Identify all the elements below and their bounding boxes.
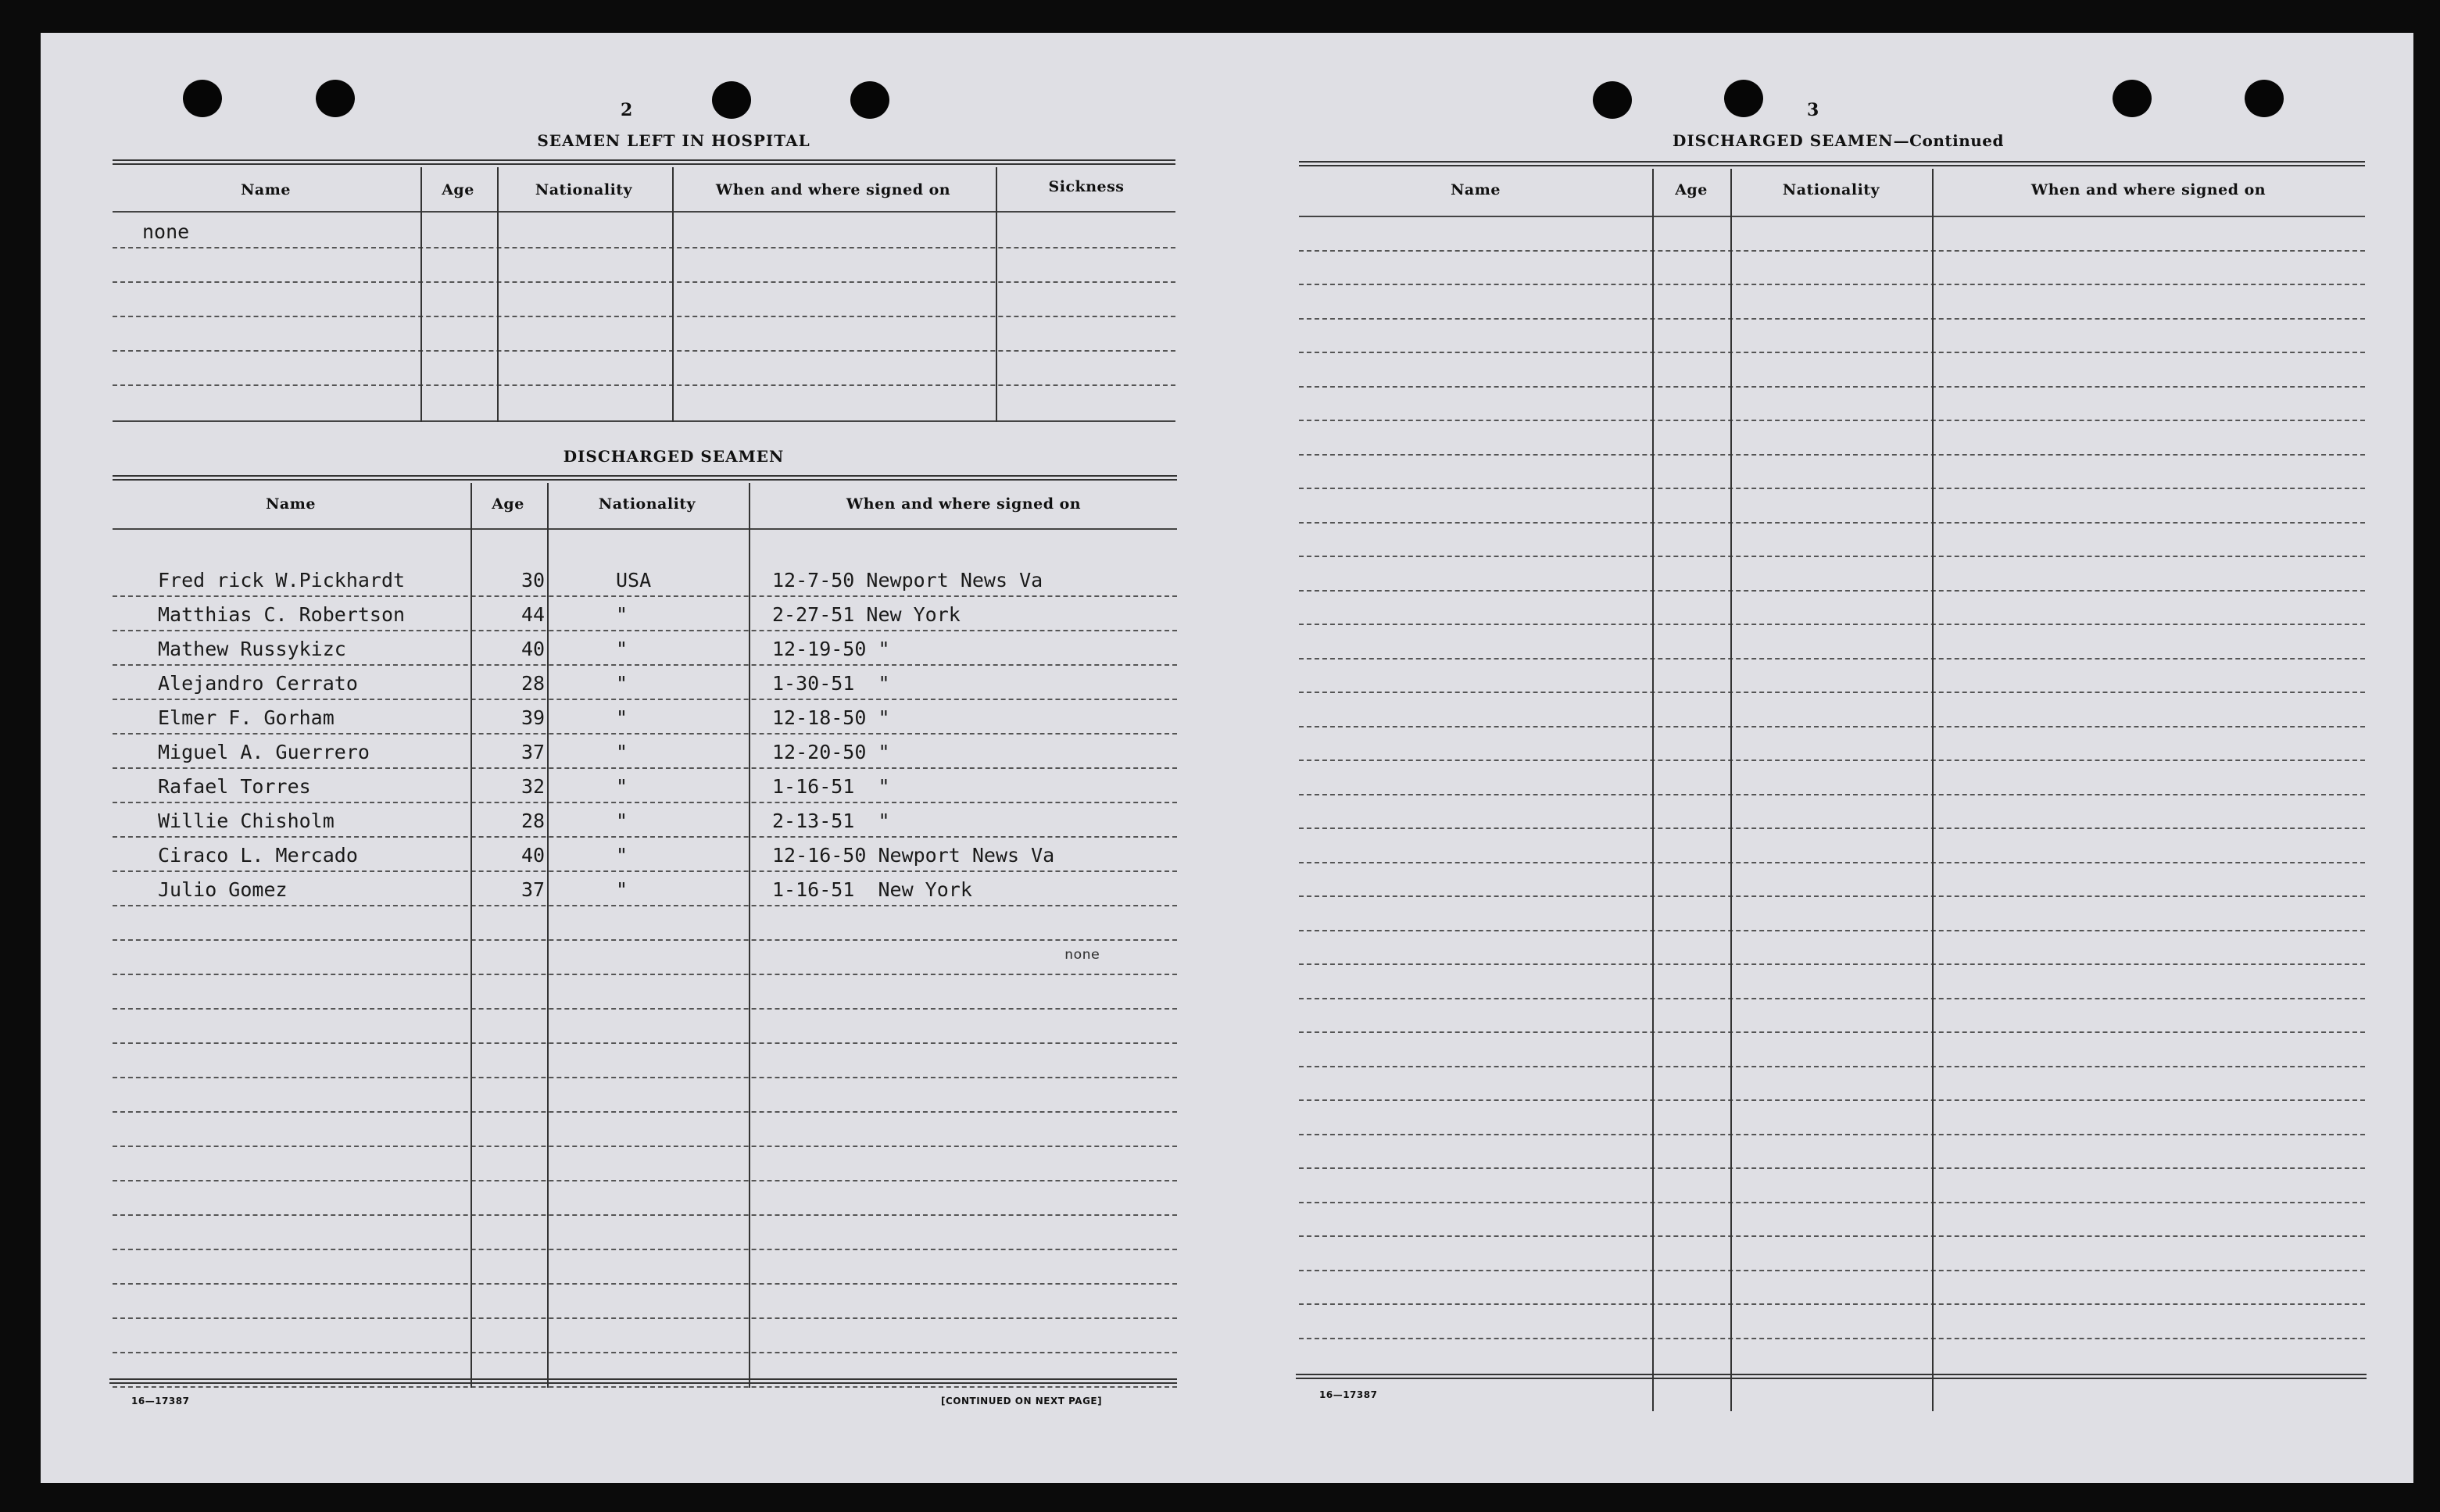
row-line: [113, 595, 1177, 597]
row-line: [113, 802, 1177, 803]
row-line: [1299, 1066, 2365, 1067]
row-line: [1299, 590, 2365, 592]
table-bottom-rule: [1296, 1374, 2367, 1379]
cell-age: 30: [521, 569, 546, 592]
faint-stamp: none: [1064, 947, 1100, 963]
punch-hole: [183, 80, 222, 117]
column-rule: [1932, 169, 1934, 1411]
column-header-age: Age: [1675, 181, 1708, 198]
row-line: [113, 384, 1175, 386]
row-line: [1299, 726, 2365, 727]
row-line: [113, 630, 1177, 631]
cell-name: Miguel A. Guerrero: [158, 741, 370, 763]
column-header-signed-on: When and where signed on: [715, 181, 951, 198]
header-rule: [113, 211, 1175, 213]
column-header-signed-on: When and where signed on: [846, 495, 1082, 513]
cell-nationality: USA: [616, 569, 652, 592]
row-line: [113, 1214, 1177, 1216]
cell-signed-on: 12-18-50 ": [772, 706, 890, 729]
cell-name: Matthias C. Robertson: [158, 603, 406, 626]
column-header-name: Name: [266, 495, 316, 513]
row-line: [113, 1042, 1177, 1044]
cell-name: Ciraco L. Mercado: [158, 844, 358, 867]
punch-hole: [712, 81, 751, 119]
row-line: [113, 974, 1177, 975]
column-header-name: Name: [241, 181, 291, 198]
hospital-section-title: SEAMEN LEFT IN HOSPITAL: [537, 131, 810, 150]
cell-nationality: ": [616, 672, 628, 695]
column-header-age: Age: [442, 181, 474, 198]
column-rule: [996, 167, 997, 422]
cell-nationality: ": [616, 775, 628, 798]
row-line: [1299, 556, 2365, 557]
row-line: [113, 420, 1175, 422]
cell-age: 37: [521, 741, 546, 763]
row-line: [1299, 1235, 2365, 1237]
row-line: [1299, 454, 2365, 456]
page-number: 3: [1807, 100, 1819, 120]
cell-name: Rafael Torres: [158, 775, 311, 798]
row-line: [113, 1317, 1177, 1319]
row-line: [1299, 827, 2365, 829]
row-line: [1299, 488, 2365, 489]
row-line: [113, 733, 1177, 735]
column-header-nationality: Nationality: [598, 495, 696, 513]
row-line: [1299, 624, 2365, 625]
column-rule: [470, 483, 472, 1388]
row-line: [113, 939, 1177, 941]
column-rule: [1652, 169, 1654, 1411]
cell-signed-on: 12-16-50 Newport News Va: [772, 844, 1055, 867]
row-line: [113, 836, 1177, 838]
cell-name: Fred rick W.Pickhardt: [158, 569, 406, 592]
cell-nationality: ": [616, 810, 628, 832]
row-line: [113, 1180, 1177, 1181]
cell-age: 37: [521, 878, 546, 901]
header-rule: [113, 528, 1177, 530]
continued-section-title: [1299, 131, 2377, 150]
continued-title-main: DISCHARGED SEAMEN: [1672, 131, 1894, 150]
row-line: [1299, 1031, 2365, 1033]
cell-age: 32: [521, 775, 546, 798]
row-line: [1299, 522, 2365, 524]
column-header-nationality: Nationality: [1782, 181, 1880, 198]
cell-signed-on: 1-30-51 ": [772, 672, 890, 695]
punch-hole: [1724, 80, 1763, 117]
column-rule: [497, 167, 499, 422]
continued-note: [CONTINUED ON NEXT PAGE]: [941, 1396, 1103, 1407]
hospital-entry: none: [142, 220, 190, 243]
header-rule: [1299, 216, 2365, 217]
column-header-nationality: Nationality: [535, 181, 633, 198]
row-line: [1299, 284, 2365, 285]
cell-signed-on: 12-20-50 ": [772, 741, 890, 763]
form-number: 16—17387: [1319, 1389, 1378, 1400]
cell-age: 40: [521, 638, 546, 660]
row-line: [1299, 250, 2365, 252]
row-line: [113, 316, 1175, 317]
row-line: [113, 699, 1177, 700]
row-line: [1299, 895, 2365, 897]
row-line: [113, 247, 1175, 248]
cell-nationality: ": [616, 844, 628, 867]
row-line: [1299, 760, 2365, 761]
row-line: [1299, 692, 2365, 693]
column-rule: [547, 483, 549, 1388]
continued-title-suffix: —Continued: [1893, 131, 2005, 150]
row-line: [1299, 658, 2365, 659]
cell-name: Mathew Russykizc: [158, 638, 346, 660]
row-line: [1299, 1202, 2365, 1203]
table-top-rule: [1299, 161, 2365, 166]
row-line: [113, 905, 1177, 906]
cell-name: Julio Gomez: [158, 878, 288, 901]
row-line: [1299, 1270, 2365, 1271]
row-line: [113, 1386, 1177, 1388]
punch-hole: [2245, 80, 2284, 117]
row-line: [1299, 352, 2365, 353]
punch-hole: [1593, 81, 1632, 119]
column-rule: [672, 167, 674, 422]
row-line: [113, 1077, 1177, 1078]
row-line: [113, 664, 1177, 666]
row-line: [113, 1283, 1177, 1285]
row-line: [1299, 1338, 2365, 1339]
cell-signed-on: 1-16-51 New York: [772, 878, 972, 901]
cell-signed-on: 12-7-50 Newport News Va: [772, 569, 1043, 592]
cell-age: 28: [521, 672, 546, 695]
row-line: [1299, 1167, 2365, 1169]
column-rule: [1730, 169, 1732, 1411]
row-line: [1299, 1134, 2365, 1135]
cell-name: Elmer F. Gorham: [158, 706, 335, 729]
row-line: [113, 1352, 1177, 1353]
form-number: 16—17387: [131, 1396, 190, 1407]
cell-age: 39: [521, 706, 546, 729]
punch-hole: [316, 80, 355, 117]
cell-nationality: ": [616, 706, 628, 729]
cell-age: 40: [521, 844, 546, 867]
table-top-rule: [113, 475, 1177, 481]
cell-signed-on: 1-16-51 ": [772, 775, 890, 798]
row-line: [1299, 318, 2365, 320]
row-line: [1299, 963, 2365, 965]
row-line: [1299, 420, 2365, 421]
row-line: [1299, 930, 2365, 931]
cell-age: 44: [521, 603, 546, 626]
column-header-sickness: Sickness: [1048, 178, 1125, 195]
cell-signed-on: 2-27-51 New York: [772, 603, 961, 626]
discharged-section-title: DISCHARGED SEAMEN: [563, 447, 785, 466]
row-line: [113, 1146, 1177, 1147]
row-line: [1299, 386, 2365, 388]
page-number: 2: [621, 100, 633, 120]
cell-name: Alejandro Cerrato: [158, 672, 358, 695]
cell-age: 28: [521, 810, 546, 832]
row-line: [1299, 794, 2365, 795]
table-bottom-rule: [109, 1378, 1177, 1384]
row-line: [113, 870, 1177, 872]
table-top-rule: [113, 159, 1175, 165]
row-line: [113, 767, 1177, 769]
column-header-age: Age: [492, 495, 524, 513]
row-line: [113, 1008, 1177, 1010]
row-line: [1299, 998, 2365, 999]
column-header-signed-on: When and where signed on: [2030, 181, 2266, 198]
document-sheet: [41, 33, 2413, 1483]
column-rule: [420, 167, 422, 422]
cell-name: Willie Chisholm: [158, 810, 335, 832]
cell-nationality: ": [616, 638, 628, 660]
cell-nationality: ": [616, 603, 628, 626]
column-rule: [749, 483, 750, 1388]
row-line: [113, 350, 1175, 352]
cell-signed-on: 2-13-51 ": [772, 810, 890, 832]
row-line: [113, 1111, 1177, 1113]
punch-hole: [850, 81, 889, 119]
column-header-name: Name: [1451, 181, 1501, 198]
cell-nationality: ": [616, 878, 628, 901]
row-line: [1299, 1303, 2365, 1305]
row-line: [113, 281, 1175, 283]
row-line: [1299, 862, 2365, 863]
cell-nationality: ": [616, 741, 628, 763]
cell-signed-on: 12-19-50 ": [772, 638, 890, 660]
punch-hole: [2113, 80, 2152, 117]
row-line: [1299, 1099, 2365, 1101]
row-line: [113, 1249, 1177, 1250]
